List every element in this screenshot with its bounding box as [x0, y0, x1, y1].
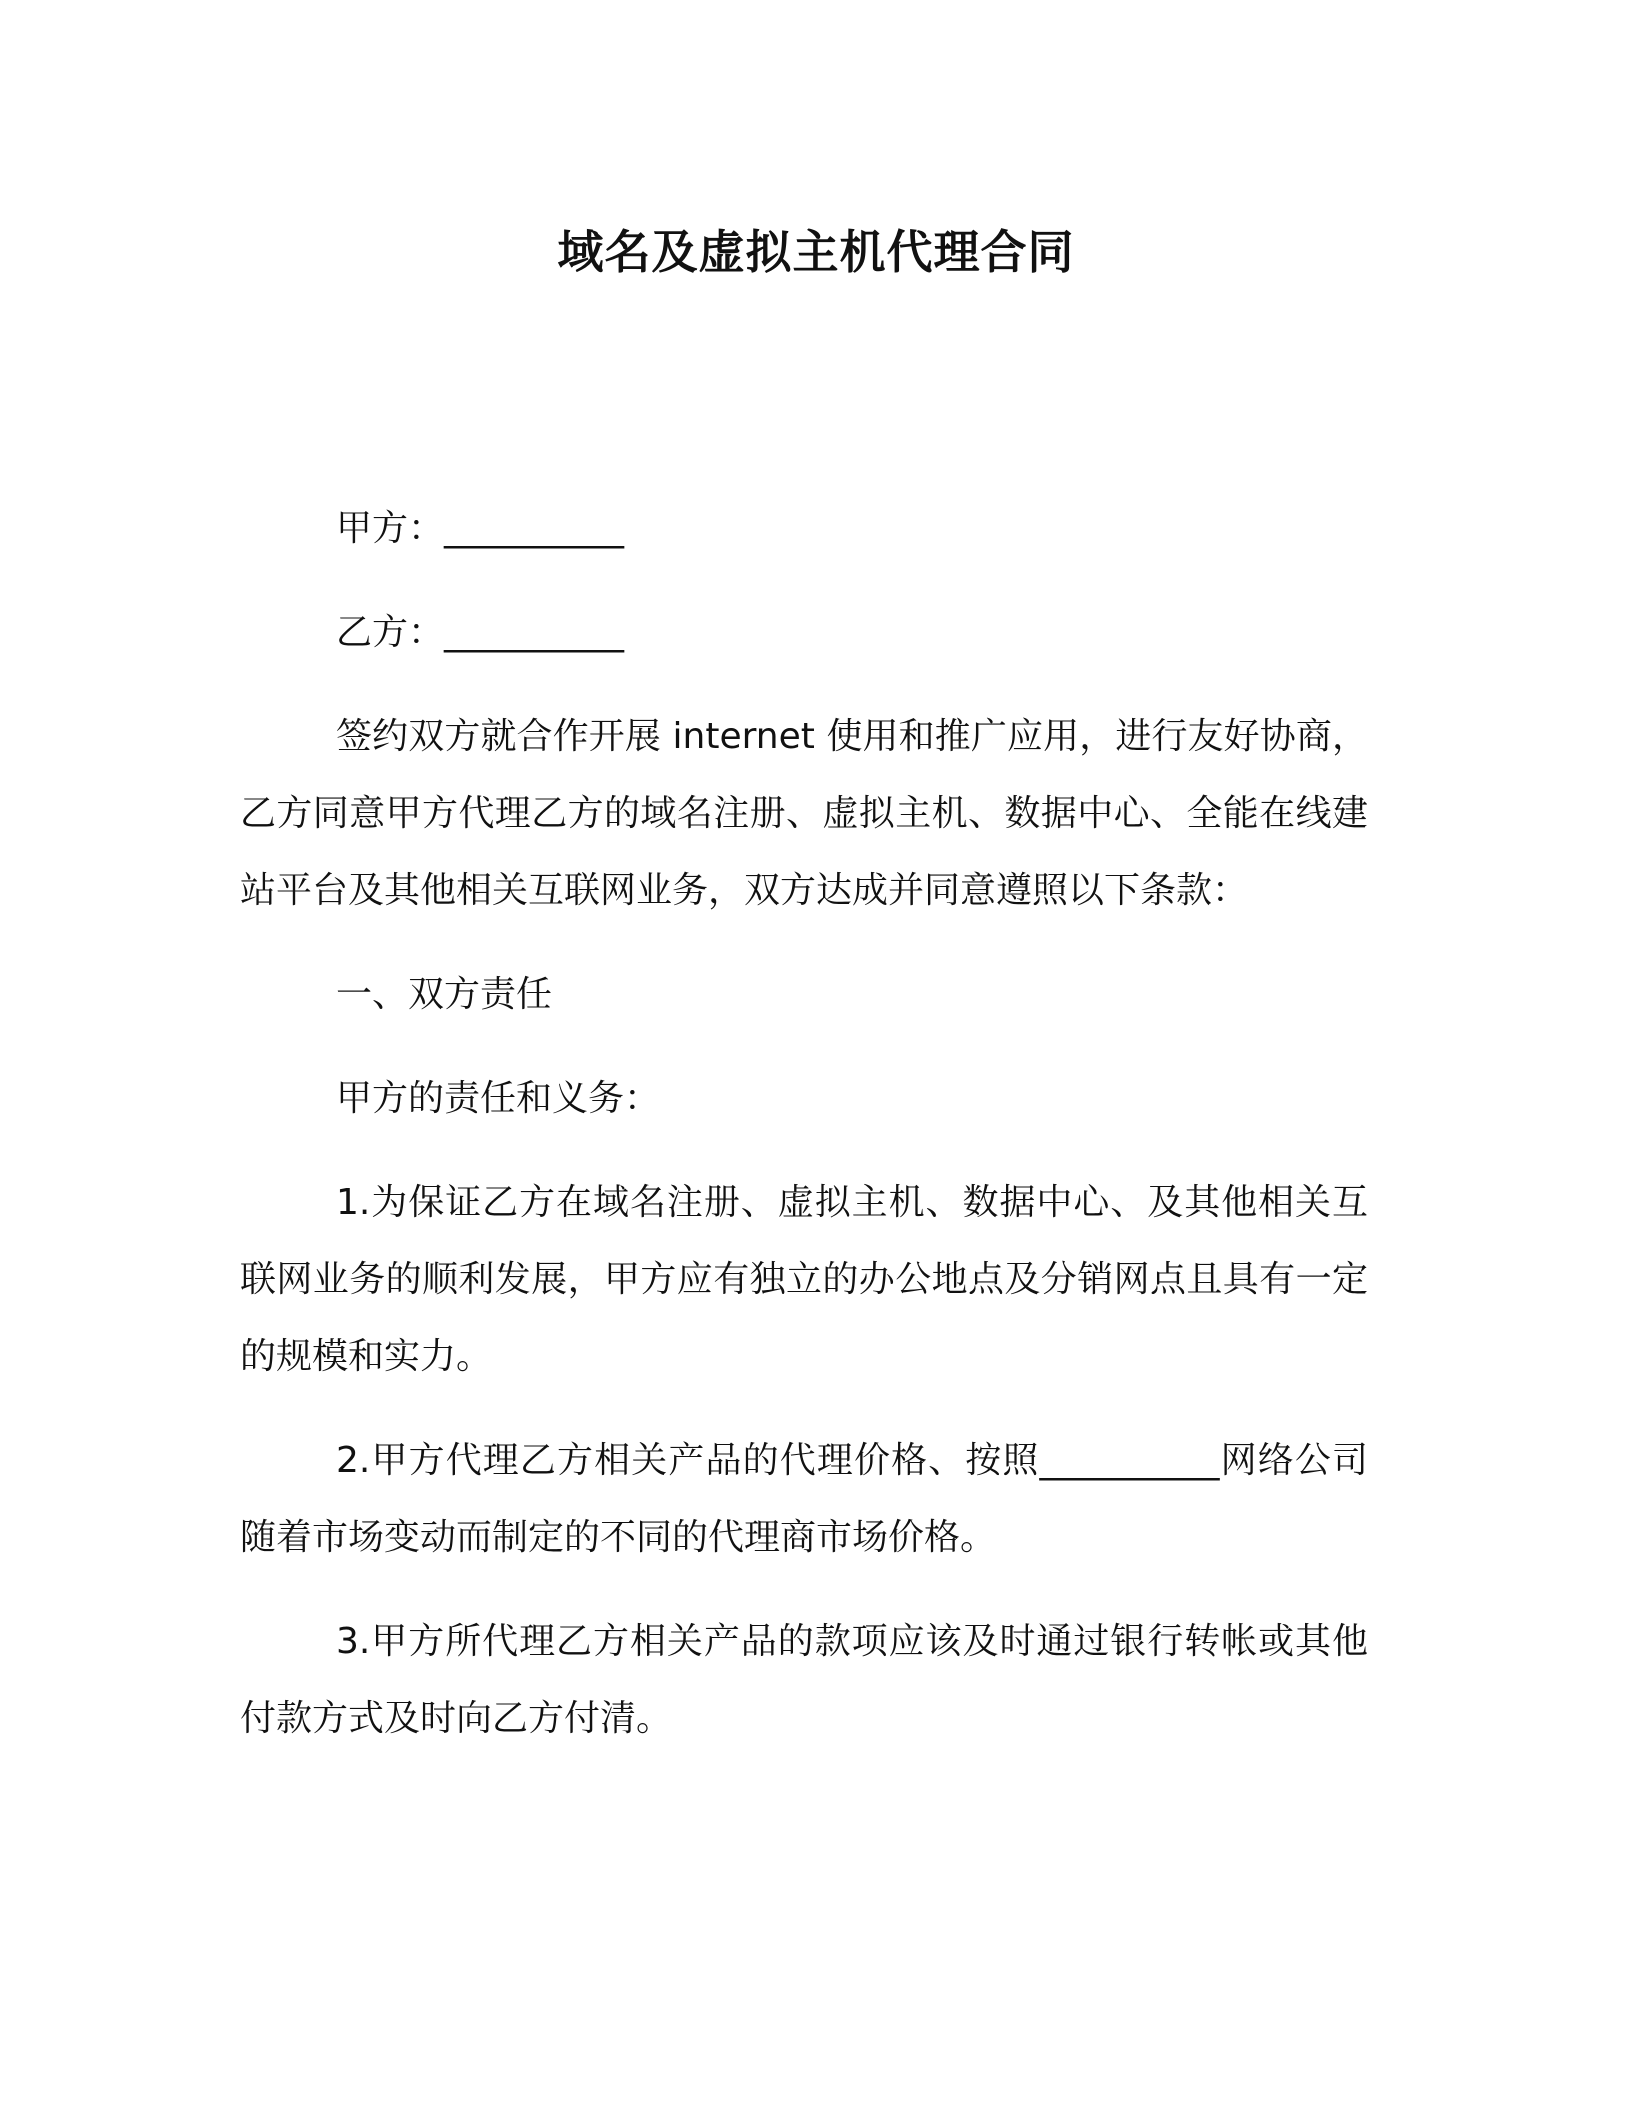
party-a-duties-heading: 甲方的责任和义务：: [336, 1078, 661, 1119]
party-a-line: 甲方：__________: [336, 508, 625, 549]
intro-paragraph: 签约双方就合作开展 internet 使用和推广应用，进行友好协商，乙方同意甲方代理乙方的域名注册、虚拟主机、数据中心、全能在线建站平台及其他相关互联网业务，双方达成并同意遵照以下条款：: [240, 716, 1368, 911]
clause-2: 2.甲方代理乙方相关产品的代理价格、按照__________网络公司随着市场变动而制定的不同的代理商市场价格。: [240, 1440, 1368, 1558]
clause-3: 3.甲方所代理乙方相关产品的款项应该及时通过银行转帐或其他付款方式及时向乙方付清。: [240, 1621, 1368, 1739]
document-title: 域名及虚拟主机代理合同: [557, 225, 1075, 279]
clause-1: 1.为保证乙方在域名注册、虚拟主机、数据中心、及其他相关互联网业务的顺利发展，甲方应有独立的办公地点及分销网点且具有一定的规模和实力。: [240, 1182, 1368, 1377]
party-b-line: 乙方：__________: [336, 612, 625, 653]
document-body: [240, 490, 1368, 1757]
section-heading-responsibilities: 一、双方责任: [336, 974, 553, 1015]
